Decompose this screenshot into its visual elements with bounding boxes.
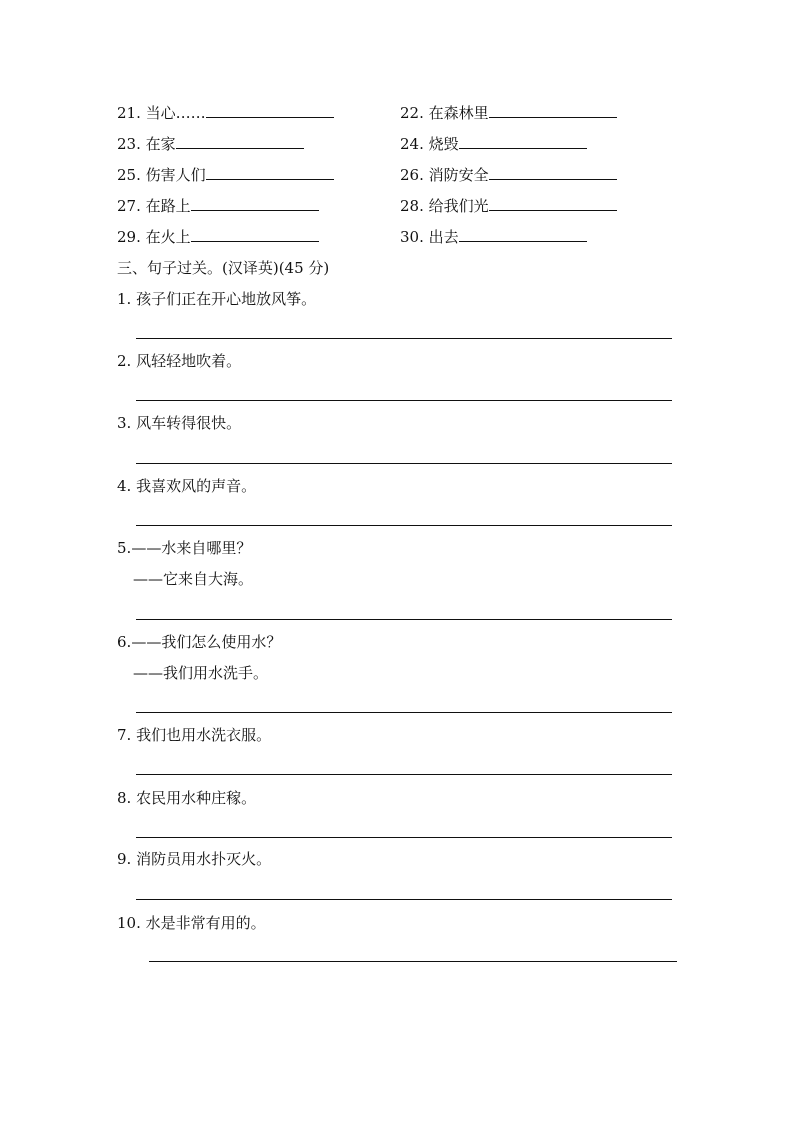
vocab-item-28 [400,195,617,215]
sentence-number: 4. [117,477,132,495]
sentence-6 [117,632,281,652]
answer-line-6[interactable] [136,712,672,713]
vocab-answer-blank[interactable] [489,195,617,211]
vocab-item-21 [117,102,334,122]
sentence-number: 9. [117,850,132,868]
sentence-9 [117,849,271,869]
sentence-number: 3. [117,414,132,432]
answer-line-4[interactable] [136,525,672,526]
answer-line-1[interactable] [136,338,672,339]
answer-line-3[interactable] [136,463,672,464]
section-heading: 三、句子过关。(汉译英)(45 分) [117,259,330,277]
sentence-text: 风车转得很快。 [136,414,242,432]
vocab-item-26 [400,164,617,184]
sentence-4 [117,476,256,496]
vocab-text: 在家 [145,135,176,153]
sentence-text: 农民用水种庄稼。 [136,789,257,807]
sentence-number: 10. [117,914,141,932]
vocab-number: 21. [117,104,141,122]
sentence-10 [117,913,266,933]
vocab-text: 在路上 [145,197,191,215]
dialog-reply: ——我们用水洗手。 [133,664,269,682]
dialog-reply: ——它来自大海。 [133,570,254,588]
sentence-text: 孩子们正在开心地放风筝。 [136,290,317,308]
vocab-item-25 [117,164,334,184]
vocab-number: 28. [400,197,424,215]
sentence-text: 风轻轻地吹着。 [136,352,242,370]
sentence-number: 1. [117,290,132,308]
answer-line-7[interactable] [136,774,672,775]
vocab-number: 26. [400,166,424,184]
vocab-answer-blank[interactable] [489,164,617,180]
vocab-item-23 [117,133,304,153]
sentence-number: 2. [117,352,132,370]
vocab-item-27 [117,195,319,215]
vocab-answer-blank[interactable] [206,164,334,180]
vocab-text: 消防安全 [428,166,489,184]
vocab-item-30 [400,226,587,246]
vocab-number: 23. [117,135,141,153]
sentence-8 [117,788,256,808]
vocab-text: 在森林里 [428,104,489,122]
vocab-number: 27. [117,197,141,215]
vocab-answer-blank[interactable] [206,102,334,118]
vocab-answer-blank[interactable] [191,195,319,211]
sentence-number: 8. [117,789,132,807]
vocab-item-29 [117,226,319,246]
vocab-text: 烧毁 [428,135,459,153]
vocab-number: 24. [400,135,424,153]
vocab-item-24 [400,133,587,153]
vocab-text: 当心…… [145,104,206,122]
vocab-answer-blank[interactable] [191,226,319,242]
answer-line-10[interactable] [149,961,677,962]
sentence-number: 6. [117,633,132,651]
vocab-answer-blank[interactable] [459,226,587,242]
vocab-number: 30. [400,228,424,246]
sentence-3 [117,413,241,433]
vocab-answer-blank[interactable] [489,102,617,118]
vocab-text: 给我们光 [428,197,489,215]
answer-line-2[interactable] [136,400,672,401]
vocab-number: 29. [117,228,141,246]
sentence-text: 消防员用水扑灭火。 [136,850,272,868]
sentence-text: 水是非常有用的。 [145,914,266,932]
vocab-text: 在火上 [145,228,191,246]
answer-line-5[interactable] [136,619,672,620]
vocab-number: 22. [400,104,424,122]
sentence-text: 我喜欢风的声音。 [136,477,257,495]
vocab-item-22 [400,102,617,122]
sentence-number: 5. [117,539,132,557]
vocab-answer-blank[interactable] [459,133,587,149]
vocab-number: 25. [117,166,141,184]
vocab-text: 出去 [428,228,459,246]
sentence-2 [117,351,241,371]
vocab-answer-blank[interactable] [176,133,304,149]
sentence-5 [117,538,251,558]
sentence-text: ——水来自哪里？ [131,539,252,557]
sentence-1 [117,289,316,309]
sentence-number: 7. [117,726,132,744]
vocab-text: 伤害人们 [145,166,206,184]
answer-line-8[interactable] [136,837,672,838]
sentence-text: 我们也用水洗衣服。 [136,726,272,744]
sentence-7 [117,725,271,745]
sentence-text: ——我们怎么使用水？ [131,633,282,651]
answer-line-9[interactable] [136,899,672,900]
